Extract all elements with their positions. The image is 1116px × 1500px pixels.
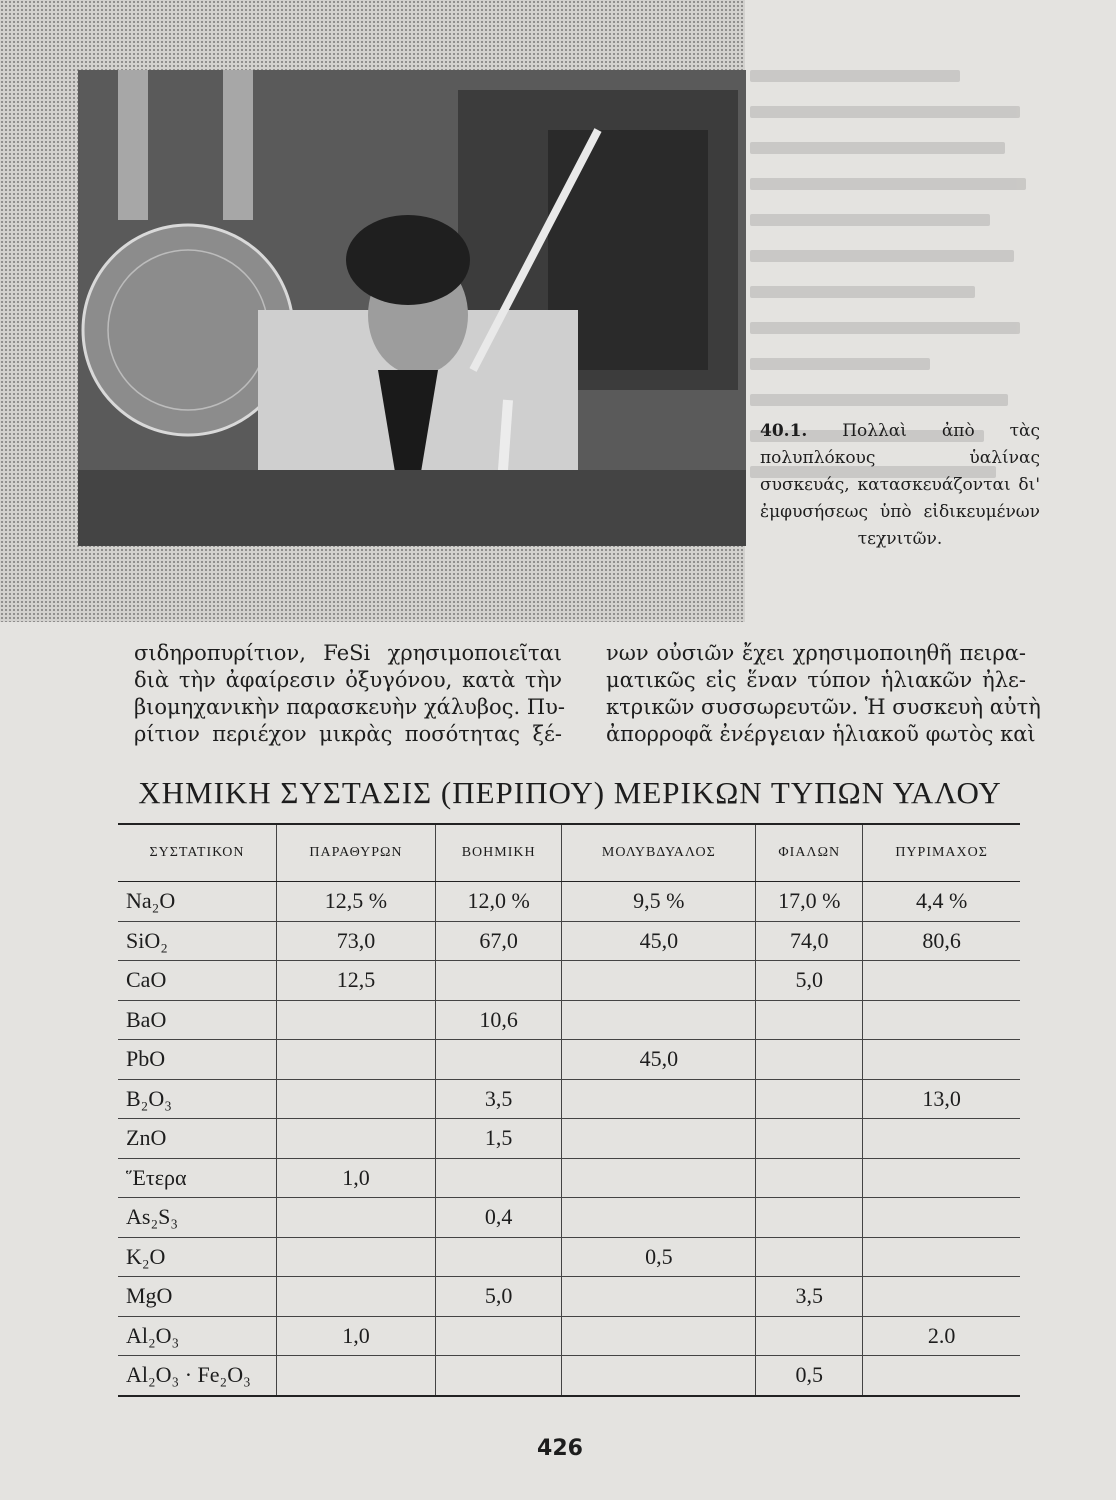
table-cell — [277, 1000, 436, 1040]
table-cell — [863, 1158, 1020, 1198]
body-text-left-column — [134, 640, 565, 748]
table-cell: 17,0 % — [756, 882, 863, 922]
text-line: νων οὐσιῶν ἔχει χρησιμοποιηθῆ πειρα- — [606, 641, 1026, 665]
table-cell: 3,5 — [435, 1079, 561, 1119]
component-name: Ἕτερα — [118, 1158, 277, 1198]
table-cell — [435, 1237, 561, 1277]
component-name: SiO₂ — [118, 921, 277, 961]
page-number: 426 — [537, 1436, 583, 1461]
column-header: ΠΑΡΑΘΥΡΩΝ — [277, 824, 436, 882]
table-cell — [435, 1316, 561, 1356]
text-line: ἀπορροφᾶ ἐνέργειαν ἡλιακοῦ φωτὸς καὶ — [606, 722, 1036, 746]
table-cell — [277, 1198, 436, 1238]
table-cell — [756, 1237, 863, 1277]
table-cell: 3,5 — [756, 1277, 863, 1317]
table-cell: 0,5 — [756, 1356, 863, 1396]
table-cell — [562, 1000, 756, 1040]
table-cell: 4,4 % — [863, 882, 1020, 922]
component-name: Al₂O₃ — [118, 1316, 277, 1356]
table-cell: 74,0 — [756, 921, 863, 961]
figure-number: 40.1. — [760, 421, 808, 441]
component-name: PbO — [118, 1040, 277, 1080]
table-cell: 80,6 — [863, 921, 1020, 961]
table-cell — [435, 961, 561, 1001]
table-cell — [863, 1237, 1020, 1277]
text-line: διὰ τὴν ἀφαίρεσιν ὀξυγόνου, κατὰ τὴν — [134, 668, 562, 692]
component-name: MgO — [118, 1277, 277, 1317]
glassblower-photo — [78, 70, 746, 546]
composition-table — [118, 823, 1020, 1397]
table-cell: 9,5 % — [562, 882, 756, 922]
text-line: ματικῶς εἰς ἕναν τύπον ἡλιακῶν ἠλε- — [606, 668, 1026, 692]
component-name: B₂O₃ — [118, 1079, 277, 1119]
body-text-right-column — [606, 640, 1041, 748]
table-row — [118, 1277, 1020, 1317]
table-cell — [562, 1356, 756, 1396]
table-row — [118, 1198, 1020, 1238]
table-cell — [562, 1277, 756, 1317]
component-name: CaO — [118, 961, 277, 1001]
table-cell: 0,4 — [435, 1198, 561, 1238]
table-cell — [756, 1198, 863, 1238]
table-row — [118, 1079, 1020, 1119]
table-cell — [756, 1040, 863, 1080]
table-cell: 12,5 — [277, 961, 436, 1001]
table-row — [118, 1119, 1020, 1159]
table-cell — [863, 1040, 1020, 1080]
text-line: κτρικῶν συσσωρευτῶν. Ἡ συσκευὴ αὐτὴ — [606, 695, 1041, 719]
table-cell: 45,0 — [562, 1040, 756, 1080]
table-cell — [562, 1158, 756, 1198]
text-line: ρίτιον περιέχον μικρὰς ποσότητας ξέ- — [134, 722, 562, 746]
table-cell — [863, 1000, 1020, 1040]
table-row — [118, 1040, 1020, 1080]
component-name: ZnO — [118, 1119, 277, 1159]
table-row — [118, 882, 1020, 922]
table-cell — [435, 1040, 561, 1080]
figure-caption — [760, 418, 1040, 553]
table-cell — [435, 1356, 561, 1396]
table-cell — [863, 1198, 1020, 1238]
table-cell: 45,0 — [562, 921, 756, 961]
component-name: Al₂O₃ · Fe₂O₃ — [118, 1356, 277, 1396]
component-name: Na₂O — [118, 882, 277, 922]
table-cell: 2.0 — [863, 1316, 1020, 1356]
table-cell — [863, 1277, 1020, 1317]
table-cell: 0,5 — [562, 1237, 756, 1277]
table-cell — [562, 1316, 756, 1356]
table-cell: 13,0 — [863, 1079, 1020, 1119]
table-cell: 5,0 — [435, 1277, 561, 1317]
table-row — [118, 1000, 1020, 1040]
component-name: BaO — [118, 1000, 277, 1040]
table-cell: 1,5 — [435, 1119, 561, 1159]
table-cell: 73,0 — [277, 921, 436, 961]
table-cell — [277, 1277, 436, 1317]
table-cell: 1,0 — [277, 1158, 436, 1198]
column-header: ΜΟΛΥΒΔΥΑΛΟΣ — [562, 824, 756, 882]
table-cell — [277, 1040, 436, 1080]
table-cell — [277, 1119, 436, 1159]
table-cell — [562, 1079, 756, 1119]
column-header: ΠΥΡΙΜΑΧΟΣ — [863, 824, 1020, 882]
table-row — [118, 1237, 1020, 1277]
text-line: βιομηχανικὴν παρασκευὴν χάλυβος. Πυ- — [134, 695, 565, 719]
table-cell — [863, 961, 1020, 1001]
text-line: σιδηροπυρίτιον, FeSi χρησιμοποιεῖται — [134, 641, 562, 665]
table-cell: 5,0 — [756, 961, 863, 1001]
column-header: ΣΥΣΤΑΤΙΚΟΝ — [118, 824, 277, 882]
table-cell — [435, 1158, 561, 1198]
table-cell — [756, 1000, 863, 1040]
table-row — [118, 1316, 1020, 1356]
table-cell — [562, 1198, 756, 1238]
table-cell: 12,5 % — [277, 882, 436, 922]
column-header: ΒΟΗΜΙΚΗ — [435, 824, 561, 882]
table-cell — [562, 961, 756, 1001]
table-cell — [277, 1356, 436, 1396]
column-header: ΦΙΑΛΩΝ — [756, 824, 863, 882]
table-cell — [756, 1079, 863, 1119]
table-cell: 10,6 — [435, 1000, 561, 1040]
table-header-row — [118, 824, 1020, 882]
table-cell — [756, 1316, 863, 1356]
table-cell: 12,0 % — [435, 882, 561, 922]
table-title: ΧΗΜΙΚΗ ΣΥΣΤΑΣΙΣ (ΠΕΡΙΠΟΥ) ΜΕΡΙΚΩΝ ΤΥΠΩΝ ΥΑΛΟΥ — [138, 775, 1002, 810]
table-row — [118, 1356, 1020, 1396]
table-cell — [562, 1119, 756, 1159]
component-name: As₂S₃ — [118, 1198, 277, 1238]
table-row — [118, 1158, 1020, 1198]
table-cell — [756, 1119, 863, 1159]
figure-caption-text: Πολλαὶ ἀπὸ τὰς πολυπλόκους ὑαλίνας συσκευάς, κατασκευάζονται δι' ἐμφυσήσεως ὑπὸ εἰδικευμένων τεχνιτῶν. — [760, 421, 1040, 549]
table-cell: 1,0 — [277, 1316, 436, 1356]
table-cell — [863, 1356, 1020, 1396]
component-name: K₂O — [118, 1237, 277, 1277]
table-row — [118, 961, 1020, 1001]
table-cell — [277, 1079, 436, 1119]
table-cell — [863, 1119, 1020, 1159]
table-row — [118, 921, 1020, 961]
table-cell — [277, 1237, 436, 1277]
table-cell — [756, 1158, 863, 1198]
table-cell: 67,0 — [435, 921, 561, 961]
